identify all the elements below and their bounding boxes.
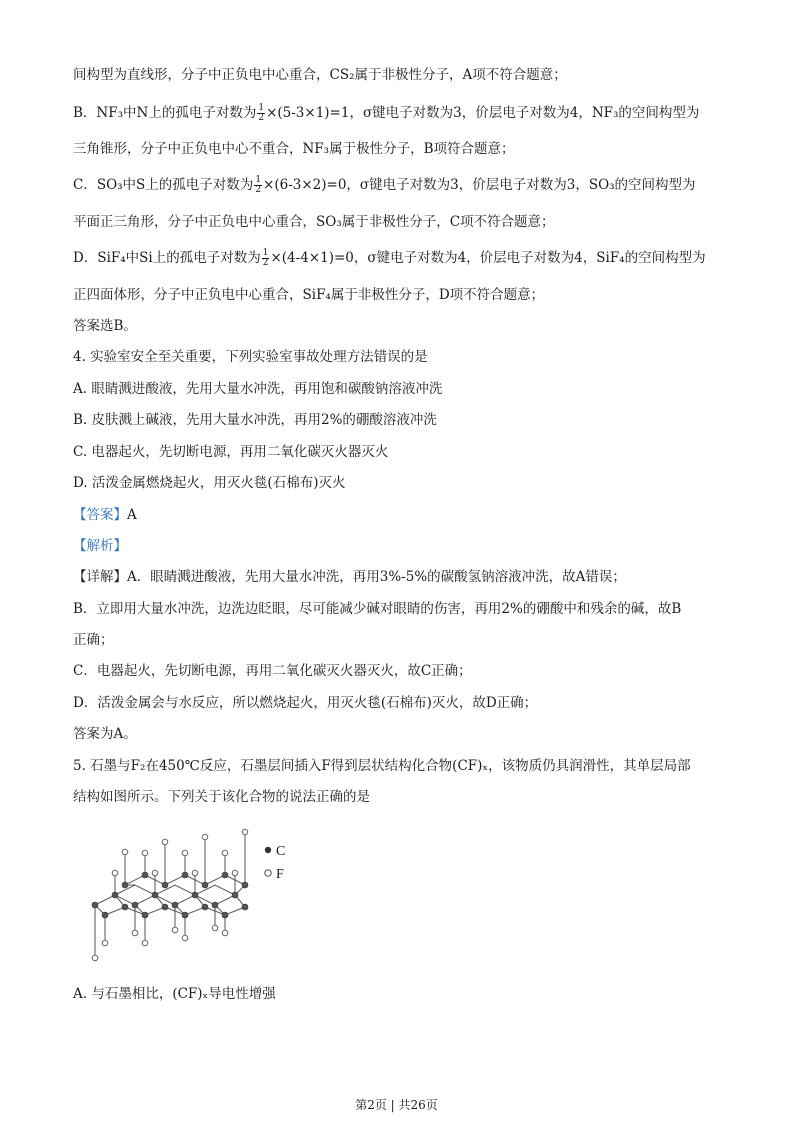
answer-line: 答案选B。 (73, 318, 137, 334)
question-4-stem: 4. 实验室安全至关重要，下列实验室事故处理方法错误的是 (73, 349, 428, 365)
fraction-numerator: 1 (255, 175, 262, 185)
diagram-legend (265, 844, 286, 882)
detail-line (73, 568, 626, 586)
analysis-tag: 【解析】 (73, 538, 127, 554)
fraction-denominator: 2 (258, 113, 265, 123)
text-segment: ×(6-3×2)=0，σ键电子对数为3，价层电子对数为3，SO₃的空间构型为 (263, 177, 696, 193)
question-5-option-a: A. 与石墨相比，(CF)ₓ导电性增强 (73, 986, 276, 1002)
text-segment: A．眼睛溅进酸液，先用大量水冲洗，再用3%-5%的碳酸氢钠溶液冲洗，故A错误； (127, 569, 626, 585)
carbon-legend-icon (265, 847, 271, 853)
fraction-numerator: 1 (262, 248, 269, 258)
question-5-stem-cont: 结构如图所示。下列关于该化合物的说法正确的是 (73, 789, 370, 805)
cf-structure-diagram (75, 815, 305, 975)
text-segment: ×(4-4×1)=0，σ键电子对数为4，价层电子对数为4，SiF₄的空间构型为 (270, 250, 706, 266)
text-line: 正四面体形，分子中正负电中心重合，SiF₄属于非极性分子，D项不符合题意； (73, 287, 545, 303)
carbon-legend-label: C (276, 844, 286, 859)
text-segment: D．SiF₄中Si上的孤电子对数为 (73, 250, 261, 266)
text-line (73, 176, 696, 195)
detail-line: C．电器起火，先切断电源，再用二氧化碳灭火器灭火，故C正确； (73, 663, 472, 679)
option-c: C. 电器起火，先切断电源，再用二氧化碳灭火器灭火 (73, 444, 389, 460)
text-line: 三角锥形，分子中正负电中心不重合，NF₃属于极性分子，B项符合题意； (73, 141, 515, 157)
fraction (254, 176, 262, 195)
answer-value: A (127, 507, 137, 523)
text-segment: ×(5-3×1)=1，σ键电子对数为3，价层电子对数为4，NF₃的空间构型为 (266, 105, 700, 121)
answer-row (73, 506, 137, 524)
detail-line: 正确； (73, 632, 114, 648)
detail-line: D．活泼金属会与水反应，所以燃烧起火，用灭火毯(石棉布)灭火，故D正确； (73, 695, 538, 711)
question-5-stem: 5. 石墨与F₂在450℃反应，石墨层间插入F得到层状结构化合物(CF)ₓ，该物质仍具润滑性，其单层局部 (73, 758, 691, 774)
fraction-numerator: 1 (258, 103, 265, 113)
page-footer: 第2页 | 共26页 (355, 1098, 438, 1112)
fluorine-legend-label: F (276, 867, 284, 882)
answer-tag: 【答案】 (73, 507, 127, 523)
text-line: 平面正三角形，分子中正负电中心重合，SO₃属于非极性分子，C项不符合题意； (73, 214, 555, 230)
option-b: B. 皮肤溅上碱液，先用大量水冲洗，再用2%的硼酸溶液冲洗 (73, 412, 437, 428)
detail-tag: 【详解】 (73, 569, 127, 585)
detail-line: 答案为A。 (73, 726, 137, 742)
fraction-denominator: 2 (255, 185, 262, 195)
detail-line: B．立即用大量水冲洗，边洗边眨眼，尽可能减少碱对眼睛的伤害，再用2%的硼酸中和残余的碱，故B (73, 601, 682, 617)
fraction-denominator: 2 (262, 258, 269, 268)
fraction (257, 104, 265, 123)
text-line (73, 104, 699, 123)
fraction (262, 249, 270, 268)
option-a: A. 眼睛溅进酸液，先用大量水冲洗，再用饱和碳酸钠溶液冲洗 (73, 381, 443, 397)
text-line: 间构型为直线形，分子中正负电中心重合，CS₂属于非极性分子，A项不符合题意； (73, 67, 567, 83)
fluorine-legend-icon (265, 870, 271, 876)
option-d: D. 活泼金属燃烧起火，用灭火毯(石棉布)灭火 (73, 475, 346, 491)
text-segment: B．NF₃中N上的孤电子对数为 (73, 105, 257, 121)
text-line (73, 249, 706, 268)
text-segment: C．SO₃中S上的孤电子对数为 (73, 177, 254, 193)
